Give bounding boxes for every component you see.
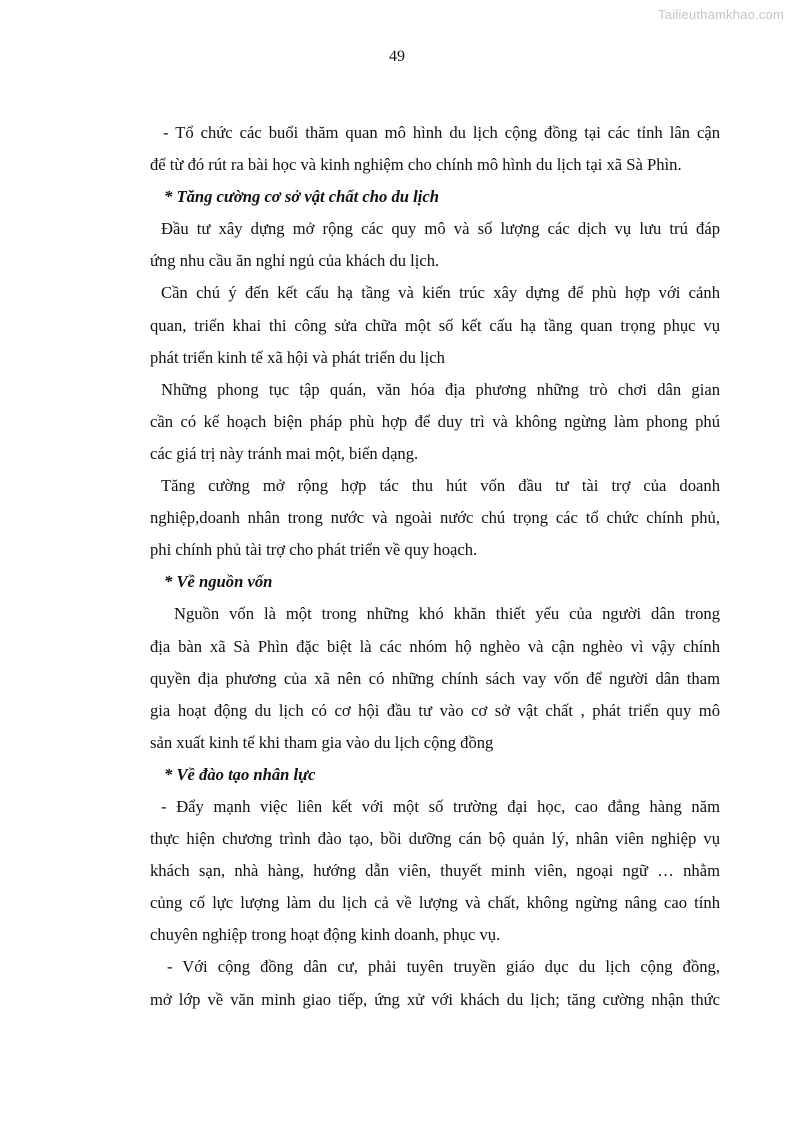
section-heading: * Về đào tạo nhân lực	[164, 764, 316, 784]
text-line: quan, triển khai thi công sửa chữa một số kết cấu hạ tầng quan trọng phục vụ	[150, 315, 720, 335]
section-heading: * Tăng cường cơ sở vật chất cho du lịch	[164, 187, 439, 207]
text-line: Cần chú ý đến kết cấu hạ tầng và kiến trúc xây dựng để phù hợp với cảnh	[161, 283, 720, 303]
text-line: ứng nhu cầu ăn nghỉ ngủ của khách du lịch.	[150, 251, 440, 271]
text-line: phát triển kinh tế xã hội và phát triển du lịch	[150, 347, 445, 367]
text-line: sản xuất kinh tế khi tham gia vào du lịch cộng đồng	[150, 732, 494, 752]
text-line: thực hiện chương trình đào tạo, bồi dưỡng cán bộ quản lý, nhân viên nghiệp vụ	[150, 829, 720, 849]
text-line: Tăng cường mở rộng hợp tác thu hút vốn đầu tư tài trợ của doanh	[161, 476, 720, 496]
text-line: khách sạn, nhà hàng, hướng dẫn viên, thuyết minh viên, ngoại ngữ … nhằm	[150, 861, 720, 881]
text-line: chuyên nghiệp trong hoạt động kinh doanh, phục vụ.	[150, 925, 501, 945]
text-line: các giá trị này tránh mai một, biến dạng.	[150, 443, 419, 463]
section-heading: * Về nguồn vốn	[164, 572, 273, 592]
watermark: Tailieuthamkhao.com	[658, 7, 784, 22]
text-line: Nguồn vốn là một trong những khó khăn thiết yếu của người dân trong	[174, 604, 720, 624]
text-line: phi chính phủ tài trợ cho phát triển về quy hoạch.	[150, 540, 478, 560]
text-line: mở lớp về văn minh giao tiếp, ứng xử với khách du lịch; tăng cường nhận thức	[150, 989, 720, 1009]
text-line: để từ đó rút ra bài học và kinh nghiệm cho chính mô hình du lịch tại xã Sà Phìn.	[150, 155, 682, 175]
text-line: nghiệp,doanh nhân trong nước và ngoài nước chú trọng các tổ chức chính phủ,	[150, 508, 720, 528]
text-line: Những phong tục tập quán, văn hóa địa phương những trò chơi dân gian	[161, 379, 720, 399]
page-number: 49	[389, 48, 405, 65]
text-line: địa bàn xã Sà Phìn đặc biệt là các nhóm hộ nghèo và cận nghèo vì vậy chính	[150, 636, 720, 656]
text-line: cần có kế hoạch biện pháp phù hợp để duy trì và không ngừng làm phong phú	[150, 411, 720, 431]
text-line: quyền địa phương của xã nên có những chính sách vay vốn để người dân tham	[150, 668, 720, 688]
document-body	[150, 117, 720, 1016]
text-line: - Đẩy mạnh việc liên kết với một số trường đại học, cao đẳng hàng năm	[161, 796, 720, 816]
text-line: Đầu tư xây dựng mở rộng các quy mô và số lượng các dịch vụ lưu trú đáp	[161, 219, 720, 239]
text-line: - Với cộng đồng dân cư, phải tuyên truyền giáo dục du lịch cộng đồng,	[167, 957, 720, 977]
text-line: gia hoạt động du lịch có cơ hội đầu tư vào cơ sở vật chất , phát triển quy mô	[150, 700, 720, 720]
text-line: - Tổ chức các buổi thăm quan mô hình du lịch cộng đồng tại các tỉnh lân cận	[163, 123, 720, 142]
text-line: củng cố lực lượng làm du lịch cả về lượng và chất, không ngừng nâng cao tính	[150, 893, 720, 913]
